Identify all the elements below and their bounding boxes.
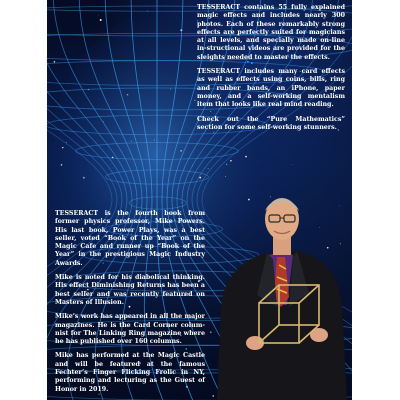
- author-photo: [197, 185, 352, 400]
- bottom-paragraph-2: Mike is noted for his diabolical thinking. His effect Diminishing Returns has been a best seller and was recently featured on Masters of Illusion.: [55, 274, 205, 306]
- bottom-text-column: [55, 210, 205, 400]
- top-paragraph-1: TESSERACT contains 55 fully explained magic effects and includes nearly 300 photos. Each of these remarkably strong effects are perfectly suited for magicians at all levels, and specially made on-line in-structional videos are provided for the sleights needed to master the effects.: [197, 4, 345, 61]
- bottom-paragraph-3: Mike’s work has appeared in all the major magazines. He is the Card Corner colum-nist for The Linking Ring magazine where he has published over 160 columns.: [55, 313, 205, 346]
- book-back-cover: [47, 0, 352, 400]
- bottom-paragraph-4: Mike has performed at the Magic Castle and will be featured at the famous Fechter’s Finger Flicking Frolic in NY, performing and lecturing as the Guest of Honor in 2019.: [55, 352, 205, 393]
- bottom-paragraph-1: TESSERACT is the fourth book from former physics professor, Mike Powers. His last book, Power Plays, was a best seller, voted “Book of the Year” on the Magic Cafe and runner up “Book of the Year” in the prestigious Magic Industry Awards.: [55, 210, 205, 267]
- top-paragraph-3: Check out the “Pure Mathematics” section for some self-working stunners.: [197, 115, 345, 131]
- top-text-column: [197, 4, 345, 138]
- top-paragraph-2: TESSERACT includes many card effects as well as effects using coins, bills, ring and rubber bands, an iPhone, paper money, and a self-working mentalism item that looks like real mind reading.: [197, 68, 345, 109]
